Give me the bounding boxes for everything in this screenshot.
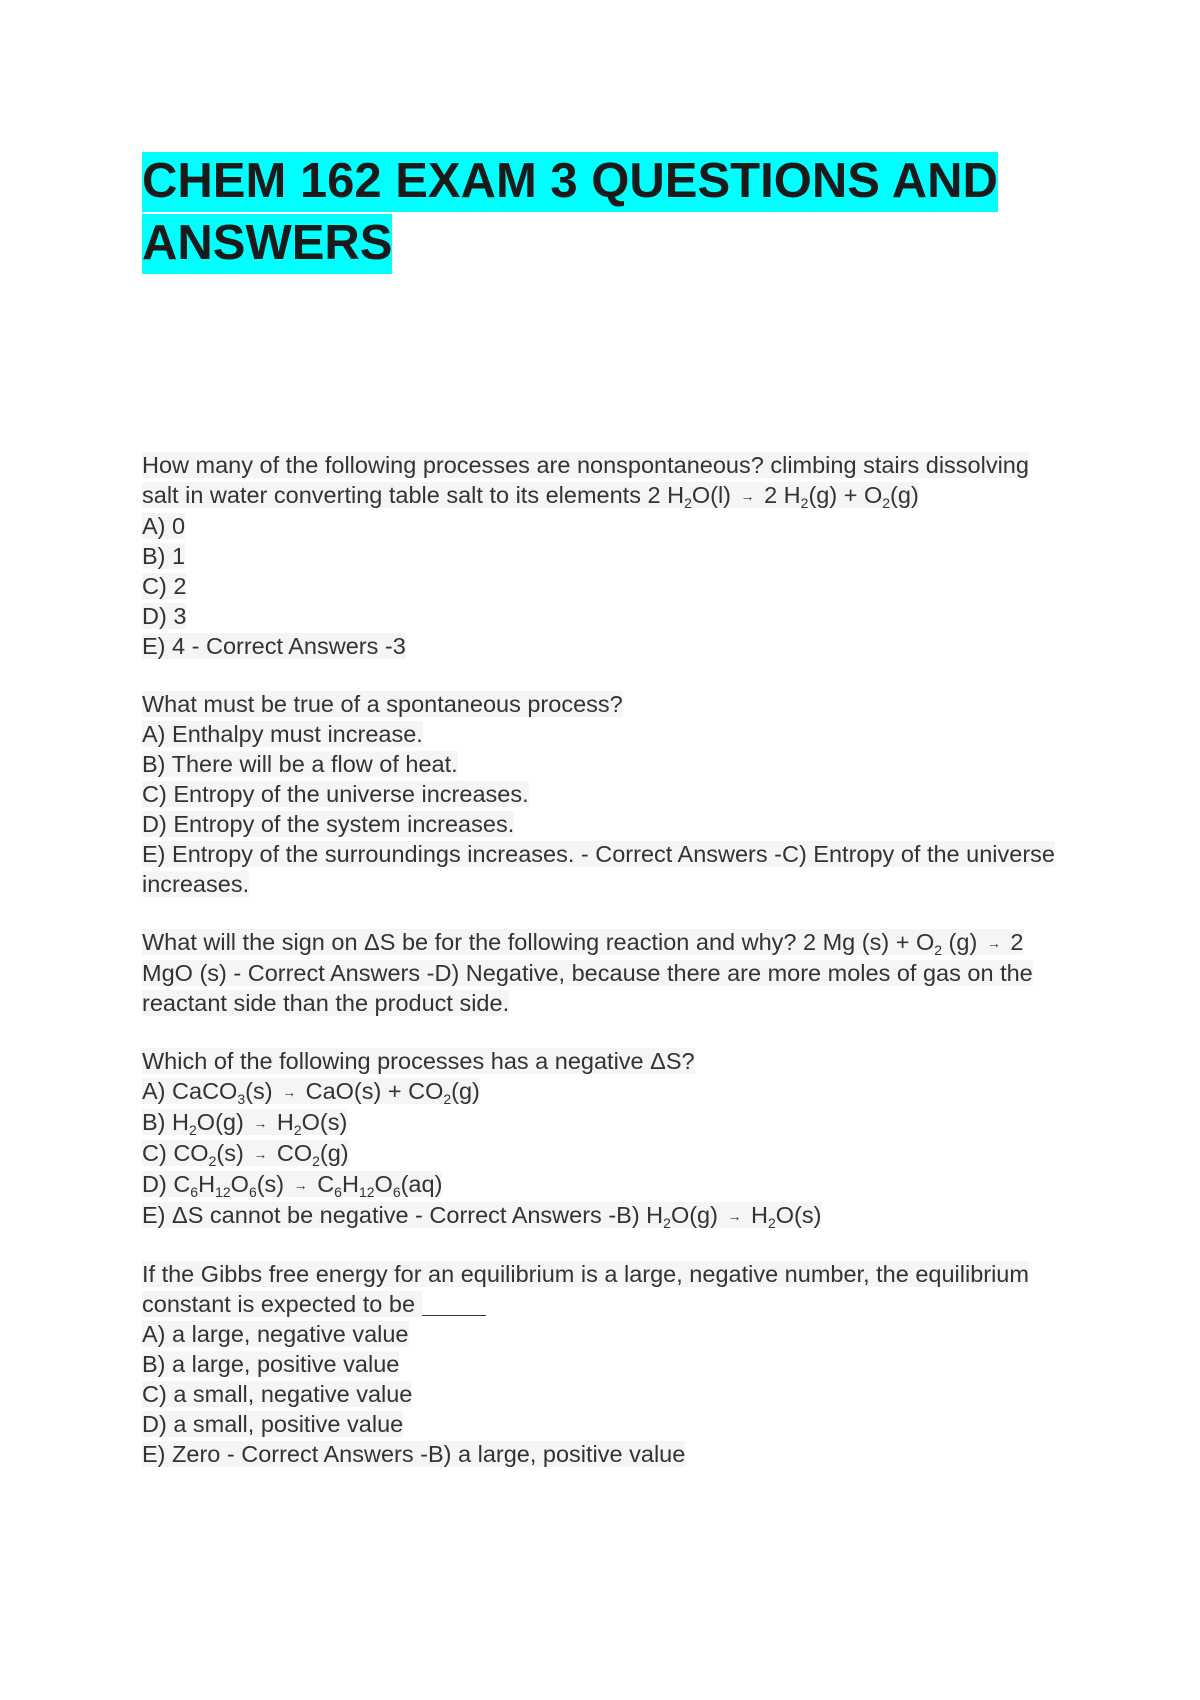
question-3 xyxy=(142,927,1067,1018)
question-4 xyxy=(142,1046,1067,1231)
option-e-answer: E) 4 - Correct Answers -3 xyxy=(142,633,406,659)
option-e-answer: E) ΔS cannot be negative - Correct Answers -B) $H_2O(g) \to H_2O(s)$ xyxy=(142,1202,822,1231)
answer-blank xyxy=(422,1295,486,1316)
option-d: D) $C_6H_{12}O_6(s) \to C_6H_{12}O_6(aq)$ xyxy=(142,1171,443,1200)
title-highlight: CHEM 162 EXAM 3 QUESTIONS AND ANSWERS xyxy=(142,152,998,274)
question-2-stem: What must be true of a spontaneous process? xyxy=(142,691,623,717)
arrow-icon: → xyxy=(293,1177,308,1193)
option-a: A) 0 xyxy=(142,513,186,539)
option-e-answer: E) Zero - Correct Answers -B) a large, positive value xyxy=(142,1441,686,1467)
questions-content xyxy=(142,450,1067,1497)
arrow-icon: → xyxy=(986,935,1001,951)
arrow-icon: → xyxy=(253,1115,268,1131)
question-1 xyxy=(142,450,1067,661)
option-d: D) Entropy of the system increases. xyxy=(142,811,515,837)
option-a: A) CaCO$_3$(s) → $CaO(s) + CO_2(g)$ xyxy=(142,1078,480,1107)
option-d: D) a small, positive value xyxy=(142,1411,404,1437)
option-b: B) $H_2O(g) \to H_2O(s)$ xyxy=(142,1109,348,1138)
option-a: A) Enthalpy must increase. xyxy=(142,721,423,747)
option-d: D) 3 xyxy=(142,603,187,629)
question-2 xyxy=(142,689,1067,899)
arrow-icon: → xyxy=(740,488,755,504)
option-b: B) 1 xyxy=(142,543,186,569)
arrow-icon: → xyxy=(727,1208,742,1224)
question-5-stem: If the Gibbs free energy for an equilibrium is a large, negative number, the equilibrium constant is expected to be xyxy=(142,1261,1029,1317)
option-c: C) 2 xyxy=(142,573,187,599)
question-5 xyxy=(142,1259,1067,1469)
option-c: C) $CO_2(s) \to CO_2(g)$ xyxy=(142,1140,349,1169)
arrow-icon: → xyxy=(282,1084,297,1100)
option-b: B) a large, positive value xyxy=(142,1351,400,1377)
option-b: B) There will be a flow of heat. xyxy=(142,751,458,777)
question-4-stem: Which of the following processes has a negative ΔS? xyxy=(142,1048,695,1074)
arrow-icon: → xyxy=(253,1146,268,1162)
option-a: A) a large, negative value xyxy=(142,1321,409,1347)
option-c: C) Entropy of the universe increases. xyxy=(142,781,529,807)
option-c: C) a small, negative value xyxy=(142,1381,413,1407)
document-title xyxy=(142,150,1042,274)
question-1-stem: How many of the following processes are nonspontaneous? climbing stairs dissolving salt in water converting table salt to its elements 2 $H_2O(l) \to 2$ $H_2(g) + O_2(g)$ xyxy=(142,452,1029,511)
option-e-answer: E) Entropy of the surroundings increases. - Correct Answers -C) Entropy of the universe increases. xyxy=(142,841,1055,897)
question-3-text: What will the sign on ΔS be for the following reaction and why? 2 Mg $(s) + O_2$ (g) → 2 MgO (s) - Correct Answers -D) Negative, because there are more moles of gas on the reactant side than the product side. xyxy=(142,929,1033,1016)
